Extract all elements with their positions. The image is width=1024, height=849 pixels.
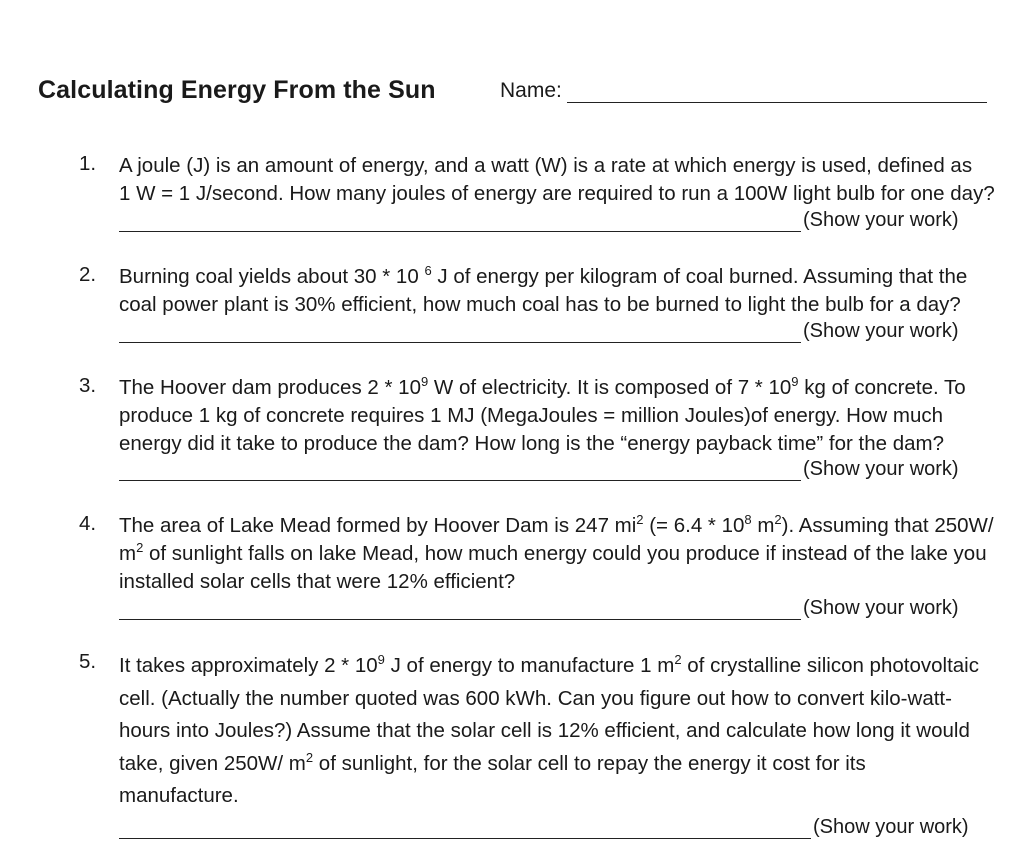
question-line: take, given 250W/ $m^2$ of sunlight, for the solar cell to repay the energy it cost for its — [119, 749, 866, 775]
question-line: hours into Joules?) Assume that the solar cell is 12% efficient, and calculate how long it would — [119, 719, 970, 742]
show-work-label: (Show your work) — [813, 816, 969, 838]
answer-rule — [119, 838, 811, 839]
question-line: cell. (Actually the number quoted was 600 kWh. Can you figure out how to convert kilo-watt- — [119, 686, 952, 710]
question-text — [119, 374, 1019, 458]
question-text — [119, 512, 1019, 596]
question-line: manufacture. — [119, 784, 239, 807]
question-line: energy did it take to produce the dam? How long is the “energy payback time” for the dam? — [119, 432, 945, 455]
question-number: 4. — [79, 512, 97, 535]
question-line: It takes approximately $2 * 10^9$ J of energy to manufacture 1 $m^2$ of crystalline silicon photovoltaic — [119, 652, 979, 677]
answer-rule — [119, 619, 801, 620]
question-number: 5. — [79, 650, 97, 673]
answer-rule — [119, 231, 801, 232]
show-work-label: (Show your work) — [803, 320, 959, 342]
question-line: A joule (J) is an amount of energy, and a watt (W) is a rate at which energy is used, defined as — [119, 154, 973, 177]
show-work-label: (Show your work) — [803, 597, 959, 619]
show-work-label: (Show your work) — [803, 458, 959, 480]
answer-line[interactable] — [119, 595, 999, 623]
question-text — [119, 263, 1019, 319]
question-line: The Hoover dam produces $2 * 10^9$ W of electricity. It is composed of $7 * 10^9$ kg of concrete. To — [119, 374, 966, 399]
question-line: installed solar cells that were 12% efficient? — [119, 570, 516, 593]
answer-line[interactable] — [119, 207, 999, 235]
show-work-label: (Show your work) — [803, 209, 959, 231]
question-line: The area of Lake Mead formed by Hoover Dam is 247 $mi^2$ (= $6.4 * 10^8$ $m^2$). Assuming that 250W/ — [119, 512, 994, 537]
name-field-line[interactable] — [567, 102, 987, 103]
question-number: 1. — [79, 152, 97, 175]
question-line: coal power plant is 30% efficient, how much coal has to be burned to light the bulb for a day? — [119, 293, 961, 316]
answer-line[interactable] — [119, 814, 999, 842]
question-line: 1 W = 1 J/second. How many joules of energy are required to run a 100W light bulb for one day? — [119, 182, 995, 205]
answer-line[interactable] — [119, 456, 999, 484]
answer-line[interactable] — [119, 318, 999, 346]
question-line: produce 1 kg of concrete requires 1 MJ (MegaJoules = million Joules)of energy. How much — [119, 404, 943, 427]
question-text — [119, 650, 1019, 813]
question-line: $m^2$ of sunlight falls on lake Mead, how much energy could you produce if instead of the lake you — [119, 540, 987, 565]
answer-rule — [119, 480, 801, 481]
page-title: Calculating Energy From the Sun — [38, 76, 436, 104]
question-number: 2. — [79, 263, 97, 286]
question-text — [119, 152, 1019, 208]
answer-rule — [119, 342, 801, 343]
question-line: Burning coal yields about 30 * 10 $^6$ J of energy per kilogram of coal burned. Assuming that the — [119, 263, 968, 288]
name-label: Name: — [500, 79, 562, 102]
question-number: 3. — [79, 374, 97, 397]
